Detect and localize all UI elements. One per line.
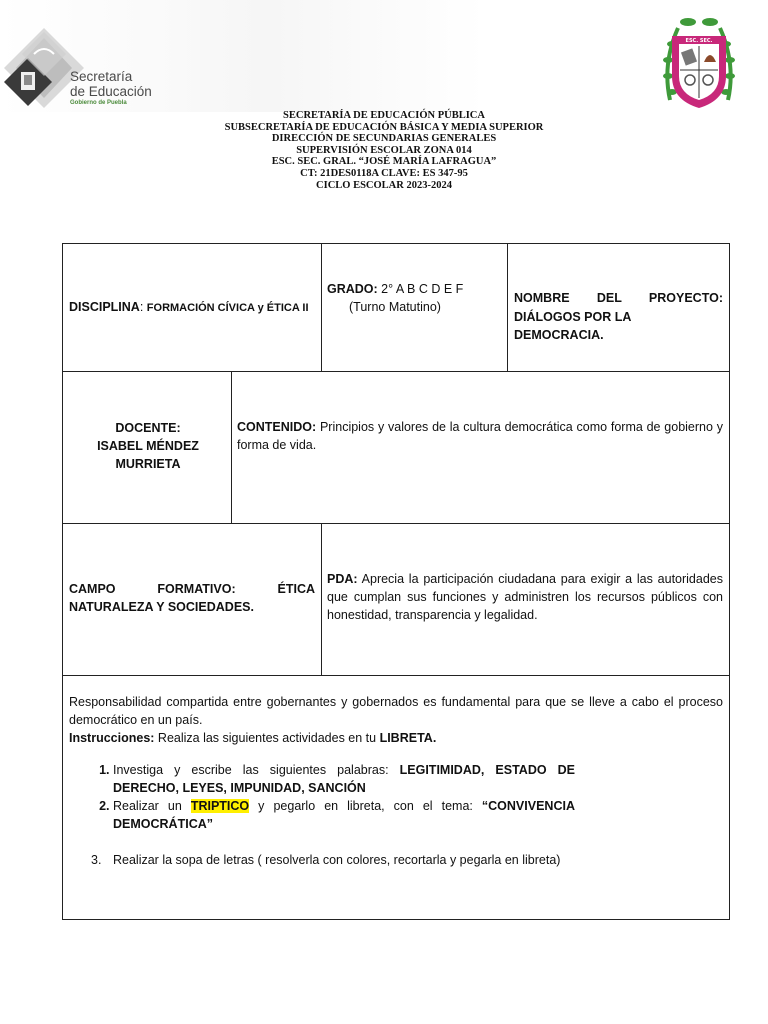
document-header [0, 110, 768, 191]
item1-bold: LEGITIMIDAD, ESTADO DE DERECHO, LEYES, IMPUNIDAD, SANCIÓN [113, 763, 576, 795]
list-item [113, 761, 575, 797]
header-line5: ESC. SEC. GRAL. “JOSÉ MARÍA LAFRAGUA” [271, 156, 497, 168]
item2-bold: “CONVIVENCIA DEMOCRÁTICA” [113, 799, 575, 831]
proyecto-label: NOMBRE DEL PROYECTO: [514, 291, 723, 305]
col-divider [231, 371, 232, 523]
contenido-value: Principios y valores de la cultura democrática como forma de gobierno y forma de vida. [237, 420, 723, 452]
activity-list [69, 761, 723, 869]
instructions-label: Instrucciones: [69, 731, 155, 745]
header-line4: SUPERVISIÓN ESCOLAR ZONA 014 [296, 144, 472, 156]
col-divider [321, 244, 322, 371]
header-line6: CT: 21DES0118A CLAVE: ES 347-95 [300, 167, 468, 179]
item1-text: Investiga y escribe las siguientes palabras: [113, 763, 400, 777]
svg-text:ESC. SEC.: ESC. SEC. [685, 38, 713, 44]
item2-highlight: TRIPTICO [190, 799, 250, 813]
item3-number: 3. [91, 853, 102, 867]
row-divider [63, 523, 729, 524]
instructions-line [69, 729, 723, 747]
list-item [91, 851, 723, 869]
row-divider [63, 675, 729, 676]
grado-label: GRADO: [327, 282, 378, 296]
contenido-cell [237, 418, 723, 454]
header-line3: DIRECCIÓN DE SECUNDARIAS GENERALES [271, 133, 497, 145]
contenido-label: CONTENIDO: [237, 420, 317, 434]
campo-formativo-label: CAMPO FORMATIVO: ÉTICA NATURALEZA Y SOCIEDADES. [69, 582, 315, 614]
list-item [113, 797, 575, 833]
logo-line3: Gobierno de Puebla [70, 100, 127, 106]
pda-label: PDA: [327, 572, 358, 586]
pda-cell [327, 570, 723, 624]
docente-label: DOCENTE: [115, 421, 181, 435]
item2-text1: Realizar un [113, 799, 191, 813]
pda-value: Aprecia la participación ciudadana para exigir a las autoridades que cumplan sus funciones y administren los recursos públicos con honestidad, transparencia y legalidad. [327, 572, 723, 622]
proyecto-cell [514, 289, 723, 307]
col-divider [507, 244, 508, 371]
header-line7: CICLO ESCOLAR 2023-2024 [316, 179, 452, 191]
activity-table [62, 243, 730, 920]
instructions-cell [69, 693, 723, 869]
grado-cell [327, 280, 503, 316]
header-line2: SUBSECRETARÍA DE EDUCACIÓN BÁSICA Y MEDIA SUPERIOR [224, 121, 544, 133]
docente-name-line1: ISABEL MÉNDEZ [97, 439, 199, 453]
item2-text2: y pegarlo en libreta, con el tema: [249, 799, 482, 813]
secretaria-educacion-wordmark [70, 70, 152, 106]
disciplina-sep: : [139, 300, 147, 314]
turno-text: (Turno Matutino) [349, 300, 441, 314]
campo-formativo-cell [69, 580, 315, 616]
instructions-libreta: LIBRETA. [379, 731, 437, 745]
disciplina-value: FORMACIÓN CÍVICA y ÉTICA II [146, 302, 309, 314]
row-divider [63, 371, 729, 372]
intro-paragraph: Responsabilidad compartida entre gobernantes y gobernados es fundamental para que se lleve a cabo el proceso democrático en un país. [69, 695, 723, 727]
proyecto-value-cell [514, 308, 723, 344]
docente-name-line2: MURRIETA [115, 457, 181, 471]
grado-value: 2° A B C D E F [377, 282, 464, 296]
header-line1: SECRETARÍA DE EDUCACIÓN PÚBLICA [283, 110, 485, 121]
docente-cell [69, 419, 227, 473]
disciplina-label: DISCIPLINA [69, 300, 140, 314]
logo-line1: Secretaría [70, 69, 133, 84]
instructions-text: Realiza las siguientes actividades en tu [154, 731, 380, 745]
school-seal-icon [662, 14, 736, 112]
proyecto-value: DIÁLOGOS POR LA DEMOCRACIA. [514, 310, 631, 342]
logo-line2: de Educación [70, 84, 152, 99]
col-divider [321, 523, 322, 675]
item3-text: Realizar la sopa de letras ( resolverla con colores, recortarla y pegarla en libreta) [113, 853, 561, 867]
disciplina-cell [69, 298, 317, 317]
